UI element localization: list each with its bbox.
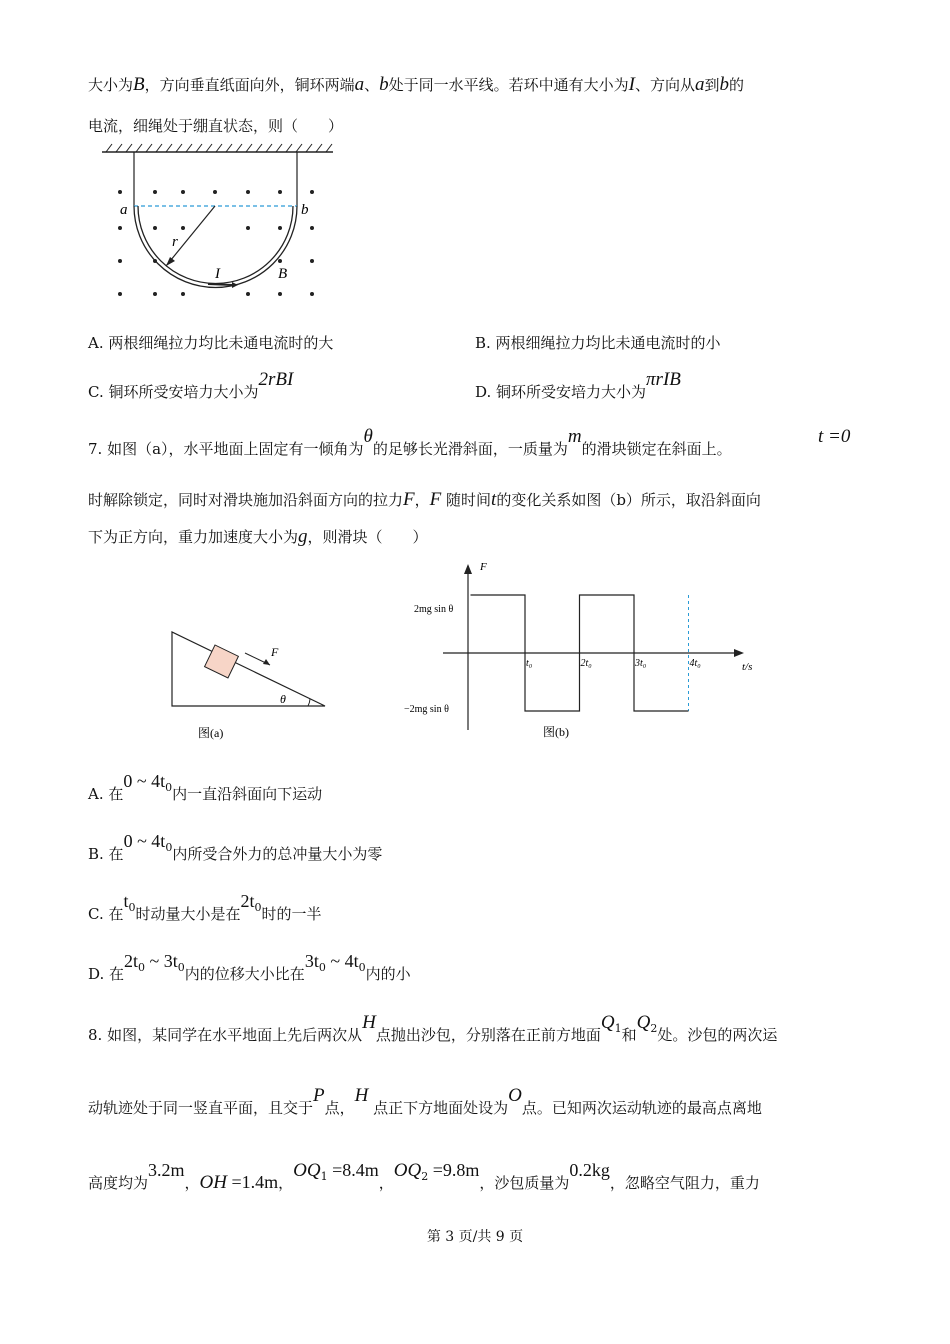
ytick-pos: 2mg sin θ — [414, 604, 454, 615]
q7-option-d: D. 在$2t_0$ ~ $3t_0$内的位移大小比在$3t_0$ ~ $4t_0$内的小 — [88, 951, 411, 983]
q6-line-2: 电流，细绳处于绷直状态，则（ ） — [88, 117, 344, 135]
label-B: B — [278, 266, 288, 282]
caption-a: 图(a) — [198, 726, 224, 740]
page-footer: 第 3 页/共 9 页 — [426, 1229, 524, 1245]
label-I: I — [215, 266, 220, 282]
x-axis-label: t/s — [742, 661, 753, 673]
q6-line-1: 大小为B，方向垂直纸面向外，铜环两端a、b处于同一水平线。若环中通有大小为I、方向从a到b的 — [88, 74, 745, 95]
incline-figure — [160, 620, 340, 745]
label-a: a — [120, 202, 128, 218]
q6-option-b: B. 两根细绳拉力均比未通电流时的小 — [475, 334, 721, 352]
xtick-label: 4t₀ — [689, 658, 701, 669]
ytick-neg: −2mg sin θ — [404, 704, 449, 715]
xtick-label: t₀ — [526, 658, 533, 669]
label-b: b — [301, 202, 309, 218]
q8-line-2: 动轨迹处于同一竖直平面，且交于P点，H 点正下方地面处设为O点。已知两次运动轨迹的最高点离地 — [88, 1085, 762, 1117]
q8-line-1: 8. 如图，某同学在水平地面上先后两次从H点抛出沙包，分别落在正前方地面$Q_1$和$Q_2$处。沙包的两次运 — [88, 1012, 778, 1044]
copper-ring-figure — [100, 140, 340, 310]
y-axis-label: F — [480, 561, 487, 573]
xtick-label: 3t₀ — [635, 658, 647, 669]
q7-option-c: C. 在$t_0$时动量大小是在$2t_0$时的一半 — [88, 891, 322, 923]
q6-option-a: A. 两根细绳拉力均比未通电流时的大 — [88, 334, 334, 352]
force-time-chart — [398, 560, 768, 745]
xtick-label: 2t₀ — [580, 658, 592, 669]
q7-line-3: 下为正方向，重力加速度大小为g，则滑块（ ） — [88, 526, 428, 547]
q7-option-b: B. 在0 ~ $4t_0$内所受合外力的总冲量大小为零 — [88, 831, 383, 863]
q8-line-3: 高度均为3.2m，OH =1.4m，$OQ_1 =8.4m$，$OQ_2 =9.8m$，沙包质量为0.2kg，忽略空气阻力，重力 — [88, 1160, 760, 1193]
label-r: r — [172, 234, 178, 250]
q6-option-c: C. 铜环所受安培力大小为2rBI — [88, 369, 294, 401]
q7-t-equals-zero: t =0 — [818, 426, 851, 447]
q7-option-a: A. 在0 ~ $4t_0$内一直沿斜面向下运动 — [88, 771, 323, 803]
caption-b: 图(b) — [543, 725, 569, 739]
q7-line-1: 7. 如图（a），水平地面上固定有一倾角为θ的足够长光滑斜面，一质量为m的滑块锁定在斜面上。 — [88, 426, 732, 458]
force-label: F — [271, 645, 279, 659]
q6-option-d: D. 铜环所受安培力大小为πrIB — [475, 369, 681, 401]
angle-label: θ — [280, 692, 286, 706]
q7-line-2: 时解除锁定，同时对滑块施加沿斜面方向的拉力F，F 随时间t的变化关系如图（b）所示，取沿斜面向 — [88, 489, 761, 510]
